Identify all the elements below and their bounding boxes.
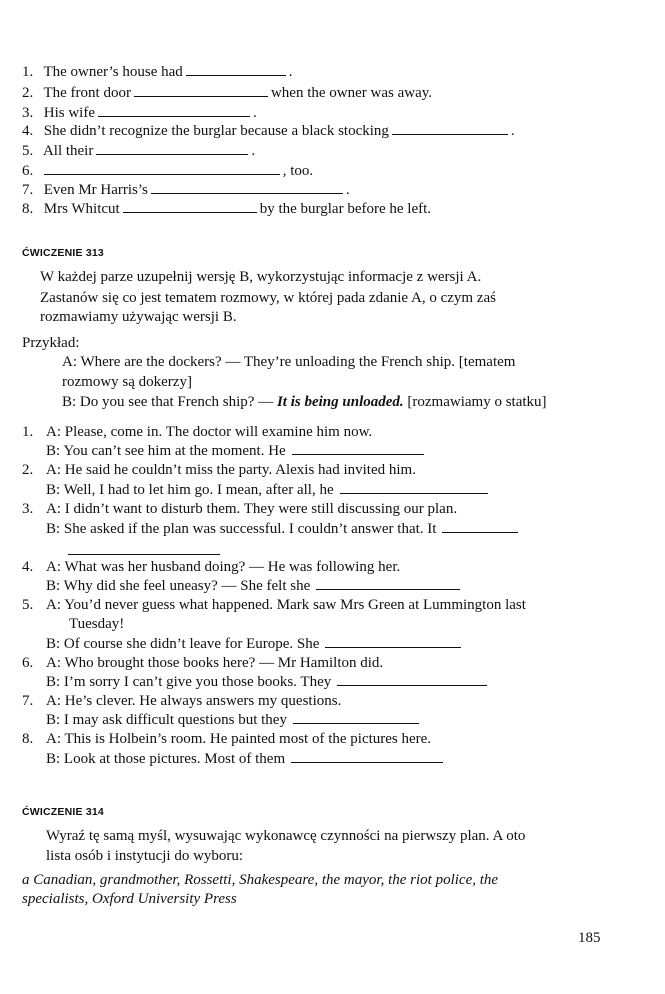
dialogue-number: 6. — [22, 655, 34, 671]
word-list-line-1: a Canadian, grandmother, Rossetti, Shakespeare, the mayor, the riot police, the — [22, 872, 499, 888]
dialogue-b-text: B: You can’t see him at the moment. He — [46, 443, 286, 459]
answer-blank[interactable] — [44, 163, 280, 175]
dialogue-2-a — [22, 461, 416, 479]
dialogue-a-text: A: Please, come in. The doctor will examine him now. — [46, 424, 373, 440]
example-a-line-2: rozmowy są dokerzy] — [62, 374, 192, 390]
exercise-314-intro-line-1: Wyraź tę samą myśl, wysuwając wykonawcę czynności na pierwszy plan. A oto — [46, 828, 526, 844]
sentence-end: . — [345, 182, 350, 198]
sentence-number: 4. — [22, 123, 34, 139]
dialogue-number: 7. — [22, 693, 34, 709]
sentence-end: . — [253, 105, 257, 121]
word-list-line-2: specialists, Oxford University Press — [22, 891, 237, 907]
sentence-2 — [22, 84, 432, 102]
answer-blank[interactable] — [325, 636, 461, 648]
answer-blank[interactable] — [96, 143, 248, 155]
dialogue-a-text: A: I didn’t want to disturb them. They were still discussing our plan. — [46, 501, 458, 517]
dialogue-number: 3. — [22, 501, 34, 517]
example-answer: It is being unloaded. — [276, 394, 404, 410]
sentence-text: The front door — [43, 85, 131, 101]
dialogue-b-text: B: Why did she feel uneasy? — She felt she — [46, 578, 311, 594]
answer-blank[interactable] — [186, 64, 286, 76]
dialogue-number: 8. — [22, 731, 34, 747]
sentence-8 — [22, 200, 431, 218]
dialogue-2-b — [46, 481, 491, 499]
example-b-text: B: Do you see that French ship? — — [62, 394, 274, 410]
sentence-4 — [22, 122, 515, 140]
dialogue-number: 2. — [22, 462, 34, 478]
sentence-7 — [22, 181, 350, 199]
dialogue-b-text: B: I’m sorry I can’t give you those books. They — [46, 674, 332, 690]
dialogue-b-text: B: I may ask difficult questions but they — [46, 712, 287, 728]
answer-blank[interactable] — [123, 201, 257, 213]
dialogue-7-a — [22, 692, 341, 710]
dialogue-a-text: A: He’s clever. He always answers my questions. — [46, 693, 342, 709]
sentence-text: All their — [42, 143, 94, 159]
dialogue-a-text: A: What was her husband doing? — He was following her. — [46, 559, 401, 575]
dialogue-8-b — [46, 750, 446, 768]
sentence-text: His wife — [43, 105, 95, 121]
answer-blank[interactable] — [68, 543, 220, 555]
dialogue-a-text: A: Who brought those books here? — Mr Hamilton did. — [46, 655, 384, 671]
sentence-number: 6. — [22, 163, 34, 179]
dialogue-5-a — [22, 596, 526, 614]
dialogue-6-b — [46, 673, 490, 691]
sentence-text: She didn’t recognize the burglar because a black stocking — [43, 123, 389, 139]
dialogue-b-text: B: Well, I had to let him go. I mean, after all, he — [46, 482, 334, 498]
answer-blank[interactable] — [98, 105, 250, 117]
sentence-number: 8. — [22, 201, 34, 217]
dialogue-b-text: B: Of course she didn’t leave for Europe. She — [46, 636, 320, 652]
dialogue-a-text: A: You’d never guess what happened. Mark saw Mrs Green at Lummington last — [46, 597, 526, 613]
sentence-end: , too. — [282, 163, 314, 179]
sentence-text: The owner’s house had — [43, 64, 183, 80]
sentence-number: 5. — [22, 143, 34, 159]
dialogue-number: 5. — [22, 597, 34, 613]
answer-blank[interactable] — [134, 85, 268, 97]
sentence-text: Even Mr Harris’s — [43, 182, 148, 198]
answer-blank[interactable] — [442, 521, 518, 533]
answer-blank[interactable] — [337, 674, 487, 686]
dialogue-a-text: A: This is Holbein’s room. He painted most of the pictures here. — [46, 731, 432, 747]
sentence-end: . — [510, 123, 515, 139]
dialogue-number: 1. — [22, 424, 34, 440]
sentence-number: 7. — [22, 182, 34, 198]
example-b — [62, 393, 547, 411]
sentence-6 — [22, 162, 313, 180]
exercise-313-intro-line-1 — [40, 268, 598, 286]
dialogue-a-text: A: He said he couldn’t miss the party. Alexis had invited him. — [46, 462, 416, 478]
intro-text: W każdej parze uzupełnij wersję B, wykorzystując informacje z wersji A. — [40, 269, 482, 285]
dialogue-4-b — [46, 577, 463, 595]
example-a-line-1: A: Where are the dockers? — They’re unloading the French ship. [tematem — [62, 354, 516, 370]
page-number: 185 — [578, 930, 601, 946]
sentence-text: Mrs Whitcut — [43, 201, 120, 217]
sentence-number: 2. — [22, 85, 34, 101]
sentence-end: when the owner was away. — [270, 85, 433, 101]
sentence-number: 1. — [22, 64, 34, 80]
dialogue-4-a — [22, 558, 400, 576]
sentence-end: . — [288, 64, 293, 80]
exercise-313-heading: ĆWICZENIE 313 — [22, 247, 104, 259]
answer-blank[interactable] — [340, 482, 488, 494]
dialogue-6-a — [22, 654, 383, 672]
dialogue-8-a — [22, 730, 431, 748]
dialogue-7-b — [46, 711, 422, 729]
example-label: Przykład: — [22, 335, 80, 351]
dialogue-3-a — [22, 500, 457, 518]
answer-blank[interactable] — [392, 123, 508, 135]
sentence-3 — [22, 104, 257, 122]
sentence-5 — [22, 142, 255, 160]
answer-blank[interactable] — [292, 443, 424, 455]
exercise-313-intro-line-2: Zastanów się co jest tematem rozmowy, w której pada zdanie A, o czym zaś — [40, 290, 496, 306]
dialogue-1-a — [22, 423, 372, 441]
dialogue-5-a-continuation: Tuesday! — [69, 616, 125, 632]
sentence-end: by the burglar before he left. — [259, 201, 432, 217]
answer-blank[interactable] — [293, 712, 419, 724]
sentence-number: 3. — [22, 105, 34, 121]
sentence-1 — [22, 63, 293, 81]
answer-blank[interactable] — [151, 182, 343, 194]
exercise-313-intro-line-3: rozmawiamy używając wersji B. — [40, 309, 237, 325]
dialogue-number: 4. — [22, 559, 34, 575]
exercise-314-heading: ĆWICZENIE 314 — [22, 806, 104, 818]
exercise-314-intro-line-2: lista osób i instytucji do wyboru: — [46, 848, 244, 864]
answer-blank[interactable] — [291, 751, 443, 763]
answer-blank[interactable] — [316, 578, 460, 590]
dialogue-3-b — [46, 520, 521, 538]
sentence-end: . — [251, 143, 256, 159]
dialogue-b-text: B: She asked if the plan was successful. I couldn’t answer that. It — [46, 521, 437, 537]
dialogue-5-b — [46, 635, 464, 653]
dialogue-1-b — [46, 442, 427, 460]
dialogue-b-text: B: Look at those pictures. Most of them — [46, 751, 286, 767]
example-comment: [rozmawiamy o statku] — [407, 394, 547, 410]
